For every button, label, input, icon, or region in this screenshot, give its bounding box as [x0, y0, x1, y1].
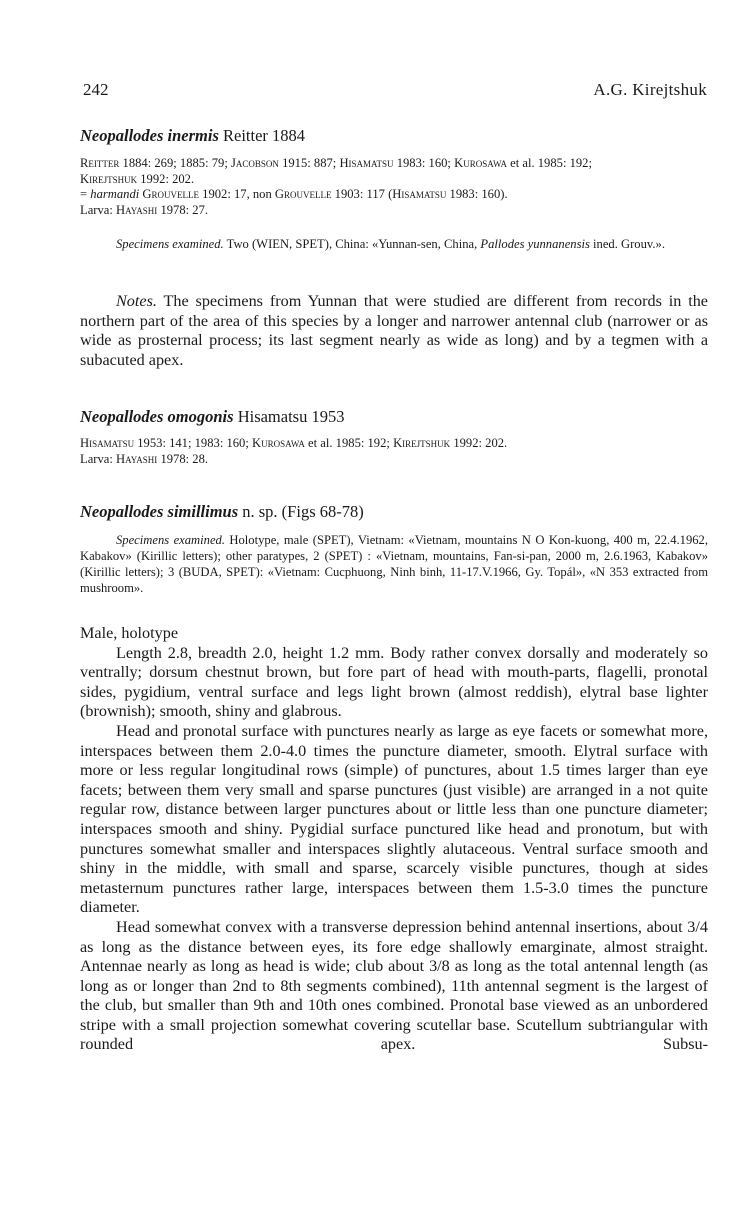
specimens-examined-inermis: Specimens examined. Two (WIEN, SPET), China: «Yunnan-sen, China, Pallodes yunnanensis ined. Grouv.».	[116, 237, 665, 251]
specimens-label: Specimens examined.	[116, 237, 224, 251]
reference-line: Reitter 1884: 269; 1885: 79; Jacobson 1915: 887; Hisamatsu 1983: 160; Kurosawa et al. 1985: 192;	[80, 156, 592, 170]
larva-line: Larva: Hayashi 1978: 27.	[80, 202, 209, 217]
description-simillimus	[80, 624, 708, 1055]
notes-label: Notes.	[116, 292, 157, 310]
description-paragraph: Length 2.8, breadth 2.0, height 1.2 mm. Body rather convex dorsally and moderately so ventrally; dorsum chestnut brown, but fore part of head with mouth-parts, flagelli, pronotal sides, pygidium, ventral surface and legs light brown (almost reddish), elytral base lighter (brownish); smooth, shiny and glabrous.	[80, 643, 708, 721]
notes-inermis: Notes. The specimens from Yunnan that were studied are different from records in the northern part of the area of this species by a longer and narrower antennal club (narrower or as wide as prosternal process; its last segment nearly as wide as long) and by a tegmen with a subacuted apex.	[80, 292, 708, 369]
reference-line: Hisamatsu 1953: 141; 1983: 160; Kurosawa et al. 1985: 192; Kirejtshuk 1992: 202.	[80, 436, 508, 450]
species-name-omogonis: Neopallodes omogonis	[80, 407, 234, 426]
species-authority-inermis: Reitter 1884	[218, 126, 306, 145]
references-omogonis	[80, 436, 708, 467]
synonym-line: = harmandi Grouvelle 1902: 17, non Grouvelle 1903: 117 (Hisamatsu 1983: 160).	[80, 187, 508, 201]
specimens-label: Specimens examined.	[116, 533, 225, 547]
reference-line: Kirejtshuk 1992: 202.	[80, 171, 195, 186]
references-inermis	[80, 156, 708, 218]
running-author: A.G. Kirejtshuk	[593, 80, 707, 99]
species-heading-inermis	[80, 125, 708, 147]
species-authority-omogonis: Hisamatsu 1953	[233, 407, 345, 426]
description-paragraph: Head somewhat convex with a transverse depression behind antennal insertions, about 3/4 as long as the distance between eyes, its fore edge shallowly emarginate, almost straight. Antennae nearly as long as head is wide; club about 3/8 as long as the total antennal length (as long as or longer than 2nd to 8th segments combined), 11th antennal segment is the largest of the club, but smaller than 9th and 10th ones combined. Pronotal base viewed as an unbordered stripe with a small projection somewhat covering scutellar base. Scutellum subtriangular with rounded apex. Subsu-	[80, 917, 708, 1054]
description-paragraph: Head and pronotal surface with punctures nearly as large as eye facets or somewhat more, interspaces between them 2.0-4.0 times the puncture diameter, smooth. Elytral surface with more or less regular longitudinal rows (simple) of punctures, about 1.5 times larger than eye facets; between them very small and sparse punctures (just visible) are arranged in a not quite regular row, distance between larger punctures about or little less than one puncture diameter; interspaces smooth and shiny. Pygidial surface punctured like head and pronotum, but with punctures somewhat smaller and interspaces slightly alutaceous. Ventral surface smooth and shiny in the middle, with small and sparse, scarcely visible punctures, though at sides metasternum punctures rather large, interspaces between them 1.5-3.0 times the puncture diameter.	[80, 721, 708, 917]
species-heading-simillimus	[80, 501, 708, 523]
page-number: 242	[83, 80, 109, 99]
species-name-simillimus: Neopallodes simillimus	[80, 502, 239, 521]
species-authority-simillimus: n. sp. (Figs 68-78)	[238, 502, 364, 521]
larva-line: Larva: Hayashi 1978: 28.	[80, 451, 209, 466]
species-name-inermis: Neopallodes inermis	[80, 126, 219, 145]
specimens-examined-simillimus: Specimens examined. Holotype, male (SPET), Vietnam: «Vietnam, mountains N O Kon-kuong, 400 m, 22.4.1962, Kabakov» (Kirillic letters); other paratypes, 2 (SPET) : «Vietnam, mountains, Fan-si-pan, 2000 m, 2.6.1963, Kabakov» (Kirillic letters); 3 (BUDA, SPET): «Vietnam: Cucphuong, Ninh binh, 11-17.V.1966, Gy. Topál», «N 353 extracted from mushroom».	[80, 533, 708, 595]
holotype-heading: Male, holotype	[80, 624, 179, 642]
species-heading-omogonis	[80, 406, 708, 428]
